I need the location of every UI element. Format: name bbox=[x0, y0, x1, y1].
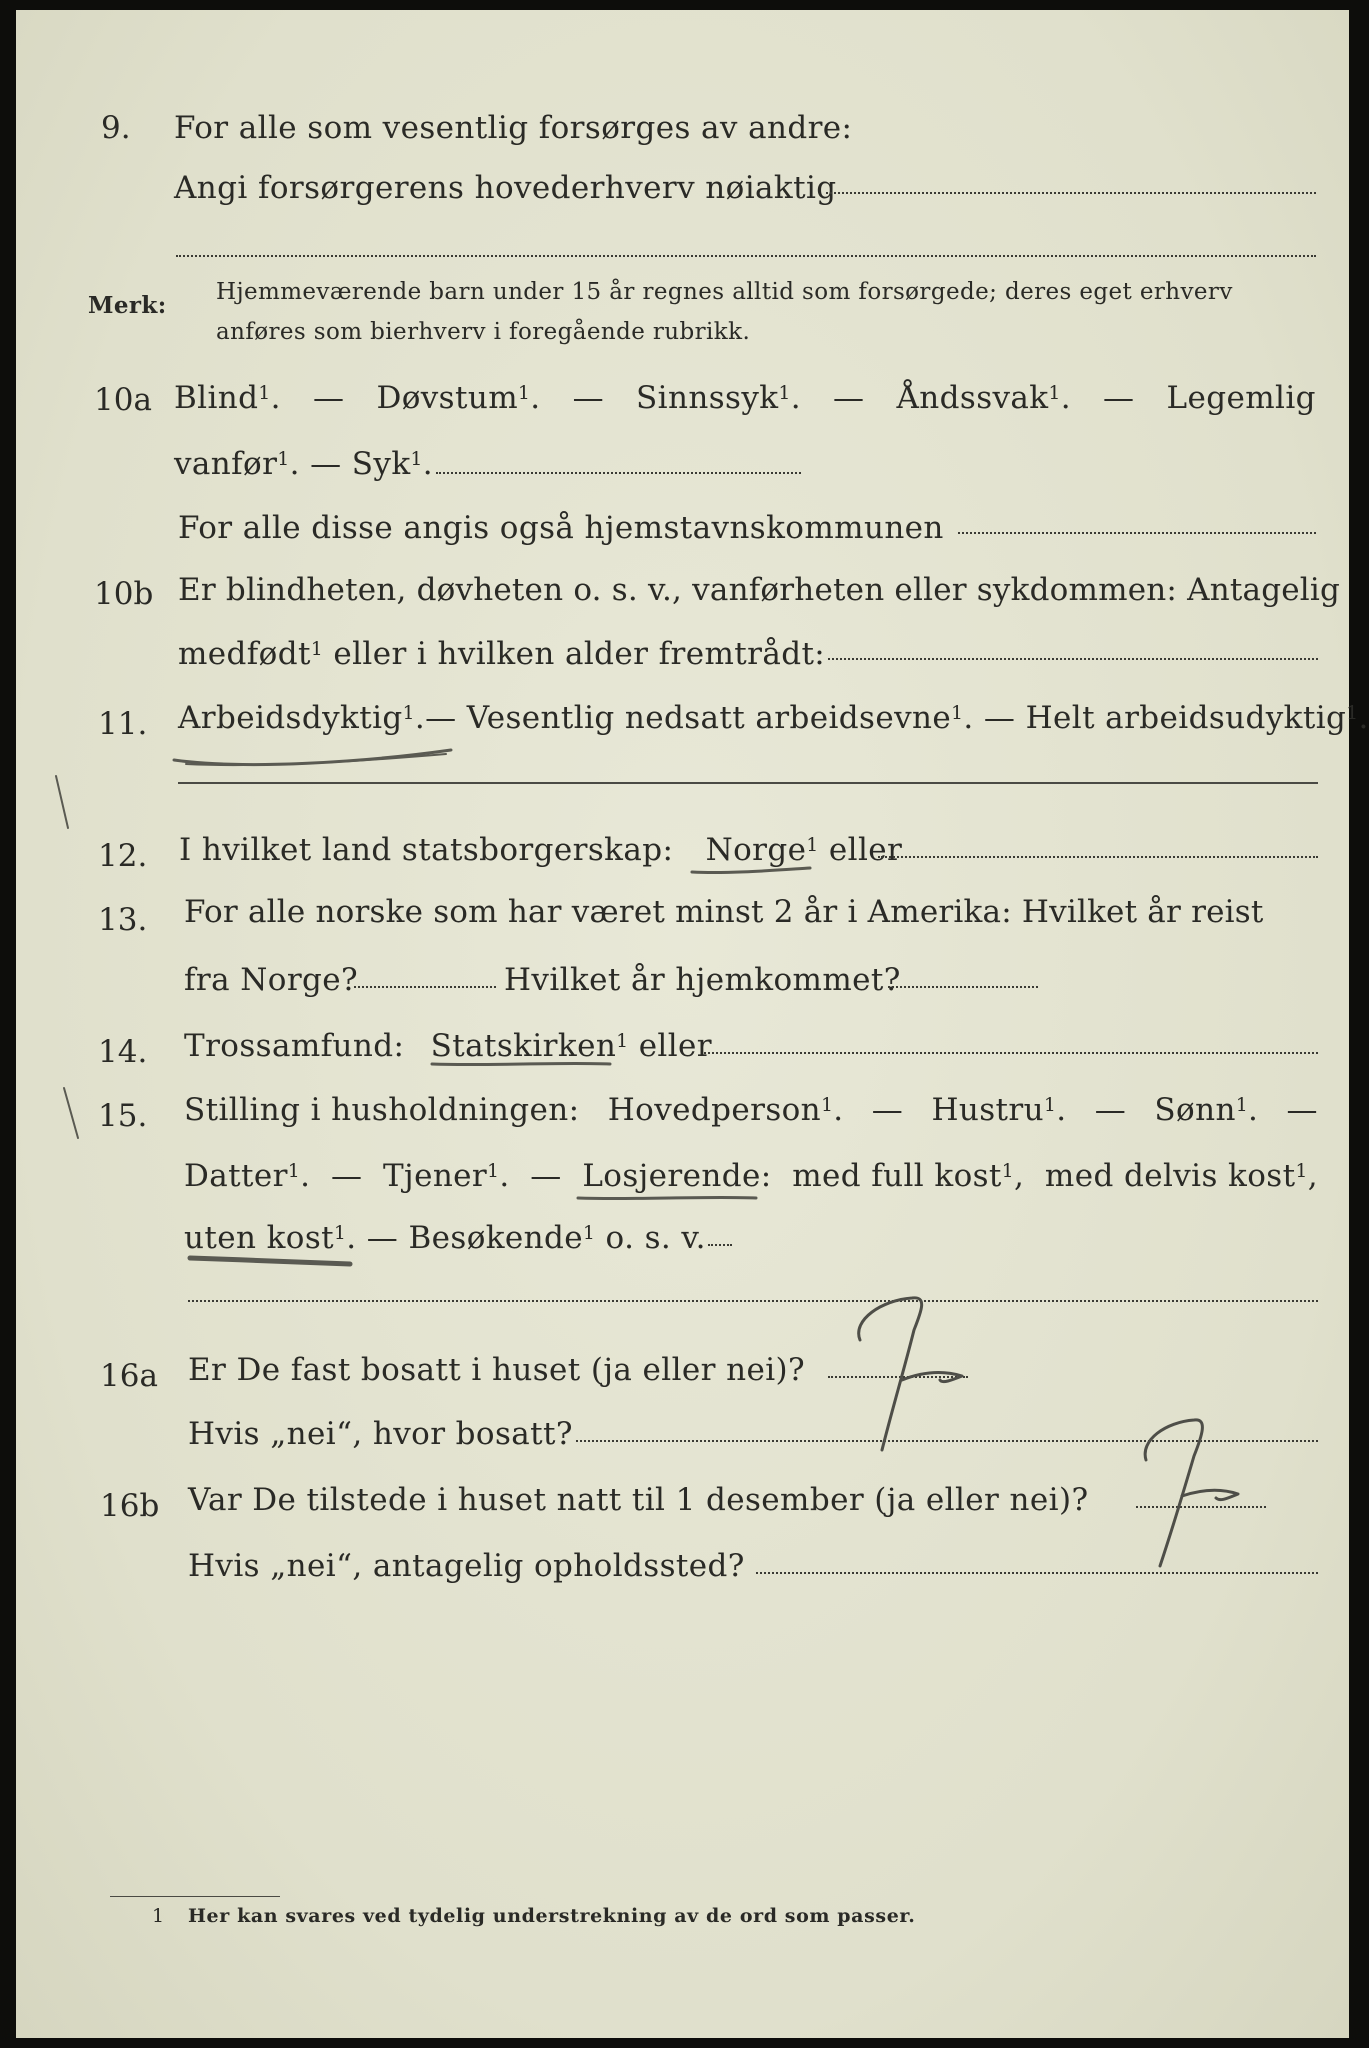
dash: — bbox=[871, 1092, 904, 1128]
q14-eller: eller bbox=[638, 1028, 713, 1064]
dash: — bbox=[833, 380, 865, 416]
q9-number: 9. bbox=[101, 110, 131, 146]
sinnssyk-option[interactable]: Sinnssyk$^1$. bbox=[636, 380, 801, 416]
syk-answer-line[interactable] bbox=[436, 472, 801, 474]
full-kost-option[interactable]: med full kost$^1$, bbox=[792, 1158, 1025, 1194]
dash: — bbox=[983, 700, 1016, 736]
q9-answer-line-2[interactable] bbox=[176, 255, 1316, 257]
nedsatt-option[interactable]: Vesentlig nedsatt arbeidsevne$^1$. bbox=[466, 700, 974, 736]
norge-option[interactable]: Norge$^1$ bbox=[705, 832, 819, 868]
besokende-option[interactable]: Besøkende$^1$ bbox=[408, 1220, 596, 1256]
q11-number: 11. bbox=[98, 706, 148, 742]
dash: — bbox=[366, 1220, 399, 1256]
q11-line bbox=[178, 700, 1369, 736]
margin-pencil-mark bbox=[46, 770, 86, 840]
delvis-kost-option[interactable]: med delvis kost$^1$, bbox=[1044, 1158, 1318, 1194]
q10a-line3: For alle disse angis også hjemstavnskommunen bbox=[178, 510, 944, 546]
q12-eller: eller bbox=[828, 832, 903, 868]
hjemstavn-answer-line[interactable] bbox=[958, 532, 1316, 534]
merk-line2: anføres som bierhverv i foregående rubrikk. bbox=[216, 319, 751, 345]
q16b-line1: Var De tilstede i huset natt til 1 desember (ja eller nei)? bbox=[188, 1482, 1089, 1518]
q16a-line2: Hvis „nei“, hvor bosatt? bbox=[188, 1416, 573, 1452]
q15-number: 15. bbox=[98, 1098, 148, 1134]
q14-number: 14. bbox=[98, 1034, 148, 1070]
arbeidsdyktig-underline bbox=[166, 732, 466, 772]
statskirken-option[interactable]: Statskirken$^1$ bbox=[430, 1028, 629, 1064]
q10a-line2 bbox=[174, 446, 433, 482]
q13-fra-norge: fra Norge? bbox=[184, 962, 359, 998]
q12-text: I hvilket land statsborgerskap: bbox=[179, 832, 674, 868]
q10b-line2-rest: eller i hvilken alder fremtrådt: bbox=[333, 636, 826, 672]
osv-answer-dots bbox=[708, 1244, 732, 1246]
norge-underline bbox=[688, 860, 818, 880]
osv: o. s. v. bbox=[605, 1220, 706, 1256]
q11-answer-line[interactable] bbox=[178, 782, 1318, 784]
q15-stilling: Stilling i husholdningen: bbox=[184, 1092, 580, 1128]
q10a-line1 bbox=[174, 380, 1316, 416]
dash: — bbox=[310, 446, 342, 482]
q16a-line1: Er De fast bosatt i huset (ja eller nei)? bbox=[188, 1352, 806, 1388]
q13-line1: For alle norske som har været minst 2 år i Amerika: Hvilket år reist bbox=[184, 894, 1264, 930]
q10b-line2 bbox=[178, 636, 825, 672]
blind-option[interactable]: Blind$^1$. bbox=[174, 380, 281, 416]
dash: — bbox=[1103, 380, 1135, 416]
andssvak-option[interactable]: Åndssvak$^1$. bbox=[896, 380, 1071, 416]
dovstum-option[interactable]: Døvstum$^1$. bbox=[376, 380, 541, 416]
tjener-option[interactable]: Tjener$^1$. bbox=[382, 1158, 510, 1194]
dash: — bbox=[572, 380, 604, 416]
legemlig-word: Legemlig bbox=[1166, 380, 1316, 416]
q10b-number: 10b bbox=[94, 576, 154, 612]
dash: — bbox=[330, 1158, 363, 1194]
sonn-option[interactable]: Sønn$^1$. bbox=[1154, 1092, 1259, 1128]
dash: — bbox=[530, 1158, 562, 1194]
medfodt-option[interactable]: medfødt$^1$ bbox=[178, 636, 324, 672]
q9-text: For alle som vesentlig forsørges av andre: bbox=[174, 110, 853, 146]
q13-hjemkommet: Hvilket år hjemkommet? bbox=[504, 962, 901, 998]
dash: — bbox=[1286, 1092, 1318, 1128]
q10b-line1: Er blindheten, døvheten o. s. v., vanførheten eller sykdommen: Antagelig bbox=[178, 572, 1341, 608]
ja-handwriting-16b bbox=[1116, 1410, 1256, 1580]
q16b-number: 16b bbox=[100, 1488, 160, 1524]
q13-number: 13. bbox=[98, 902, 148, 938]
q15-answer-line[interactable] bbox=[188, 1300, 1318, 1302]
losjerende-option[interactable]: Losjerende: bbox=[582, 1158, 772, 1194]
footnote-mark: 1 bbox=[152, 1905, 165, 1927]
census-form-page bbox=[16, 10, 1369, 2038]
q14-answer-line[interactable] bbox=[704, 1052, 1318, 1054]
q10b-answer-line[interactable] bbox=[828, 658, 1318, 660]
q12-answer-line[interactable] bbox=[878, 856, 1318, 858]
dash: — bbox=[1094, 1092, 1127, 1128]
syk-option[interactable]: Syk$^1$. bbox=[351, 446, 434, 482]
hovedperson-option[interactable]: Hovedperson$^1$. bbox=[607, 1092, 844, 1128]
q9-answer-line[interactable] bbox=[826, 192, 1316, 194]
q15-line1 bbox=[184, 1092, 1318, 1128]
arbeidsdyktig-option[interactable]: Arbeidsdyktig$^1$. bbox=[178, 700, 426, 736]
hustru-option[interactable]: Hustru$^1$. bbox=[931, 1092, 1067, 1128]
ja-handwriting-16a bbox=[842, 1280, 982, 1470]
q16b-line2: Hvis „nei“, antagelig opholdssted? bbox=[188, 1548, 745, 1584]
q12-number: 12. bbox=[98, 838, 148, 874]
q16a-number: 16a bbox=[100, 1358, 158, 1394]
vanfor-option[interactable]: vanfør$^1$. bbox=[174, 446, 300, 482]
q10a-number: 10a bbox=[94, 382, 152, 418]
merk-line1: Hjemmeværende barn under 15 år regnes alltid som forsørgede; deres eget erhverv bbox=[216, 279, 1233, 305]
merk-label: Merk: bbox=[88, 292, 167, 319]
q9-line2: Angi forsørgerens hovederhverv nøiaktig bbox=[174, 170, 837, 206]
q14-text: Trossamfund: bbox=[184, 1028, 405, 1064]
losjerende-underline bbox=[574, 1186, 764, 1206]
uten-kost-underline bbox=[184, 1248, 364, 1272]
dash: — bbox=[425, 700, 457, 736]
udyktig-option[interactable]: Helt arbeidsudyktig$^1$. bbox=[1025, 700, 1369, 736]
margin-pencil-mark-2 bbox=[56, 1080, 96, 1150]
reist-answer-line[interactable] bbox=[354, 986, 496, 988]
datter-option[interactable]: Datter$^1$. bbox=[184, 1158, 311, 1194]
statskirken-underline bbox=[428, 1054, 618, 1074]
uten-kost-option[interactable]: uten kost$^1$. bbox=[184, 1220, 357, 1256]
hjemkommet-answer-line[interactable] bbox=[888, 986, 1038, 988]
dash: — bbox=[312, 380, 345, 416]
footnote-rule bbox=[110, 1896, 280, 1897]
footnote-text: Her kan svares ved tydelig understrekning av de ord som passer. bbox=[188, 1905, 916, 1927]
